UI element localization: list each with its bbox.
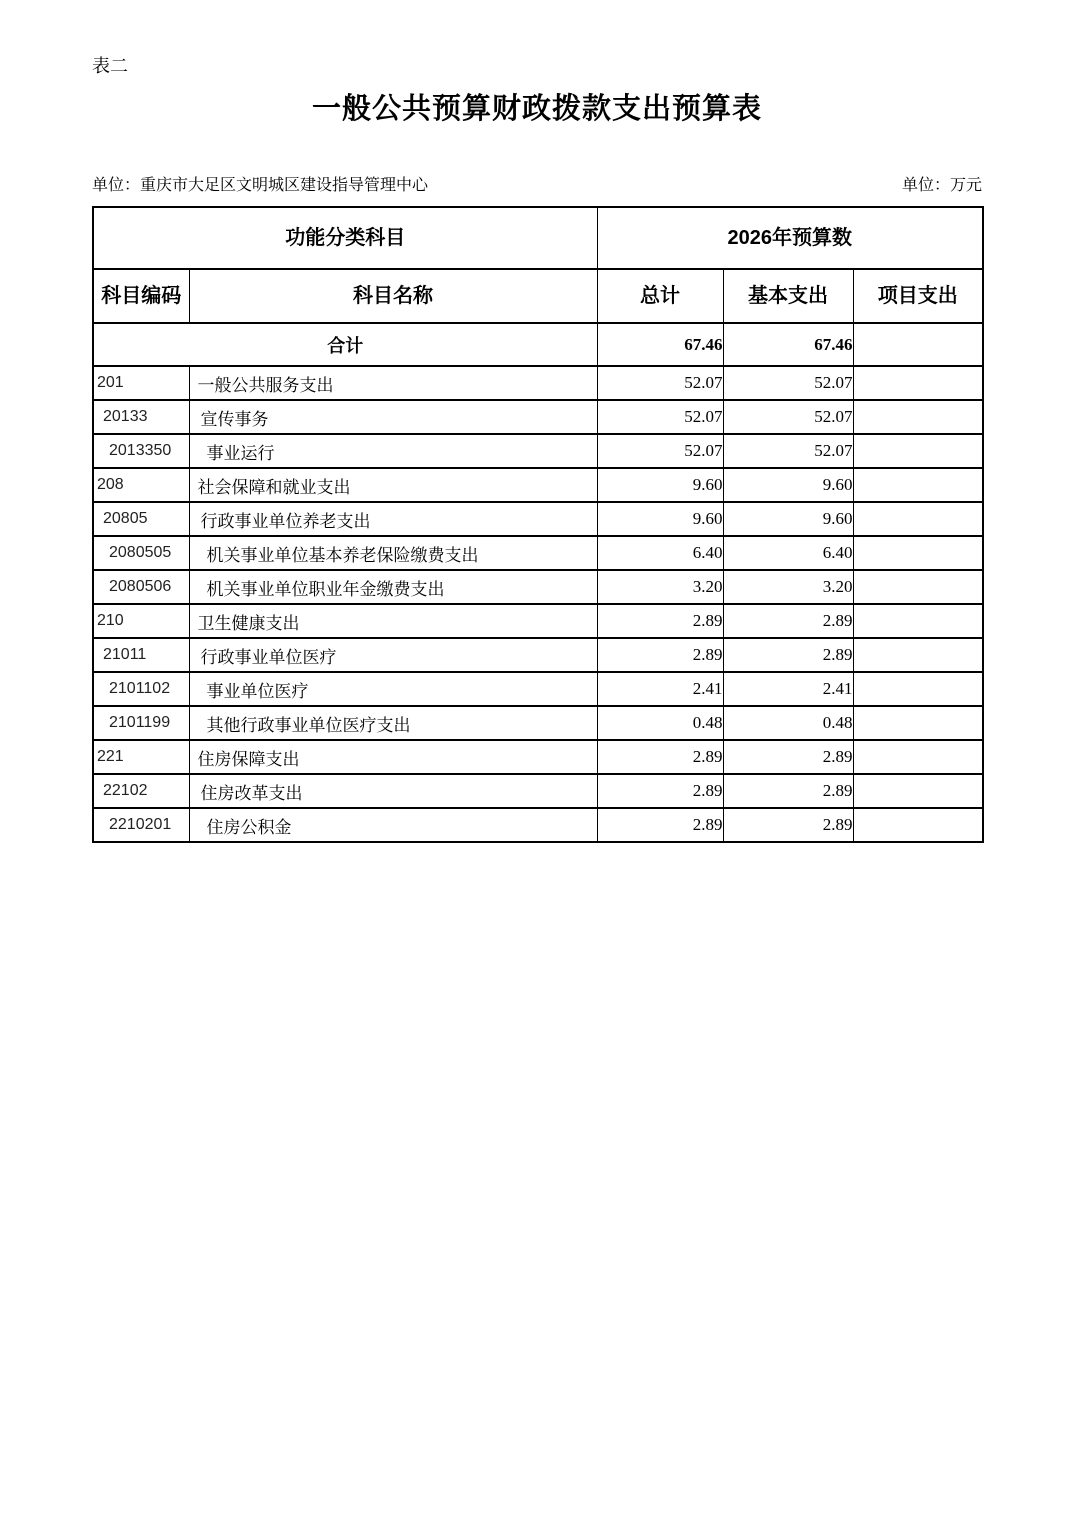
subject-code-cell: 2080506: [93, 570, 189, 604]
subject-name-cell: 其他行政事业单位医疗支出: [189, 706, 597, 740]
basic-value-cell: 2.89: [723, 638, 853, 672]
basic-value-cell: 9.60: [723, 468, 853, 502]
subject-name-cell: 宣传事务: [189, 400, 597, 434]
table-row: [93, 434, 983, 468]
project-value-cell: [853, 706, 983, 740]
total-value-cell: 52.07: [597, 400, 723, 434]
total-value-cell: 52.07: [597, 366, 723, 400]
subject-code-cell: 2101102: [93, 672, 189, 706]
unit-name-label: 单位：重庆市大足区文明城区建设指导管理中心: [92, 177, 429, 194]
total-value-cell: 3.20: [597, 570, 723, 604]
total-value-cell: 2.89: [597, 808, 723, 842]
subject-name-cell: 住房保障支出: [189, 740, 597, 774]
project-value-cell: [853, 638, 983, 672]
basic-value-cell: 2.89: [723, 604, 853, 638]
subject-code-cell: 2101199: [93, 706, 189, 740]
subject-code-cell: 210: [93, 604, 189, 638]
basic-value-cell: 2.89: [723, 774, 853, 808]
subject-name-cell: 住房改革支出: [189, 774, 597, 808]
table-row: [93, 808, 983, 842]
table-row: [93, 502, 983, 536]
total-row-basic-value: 67.46: [723, 323, 853, 366]
subject-code-cell: 21011: [93, 638, 189, 672]
subject-code-cell: 2080505: [93, 536, 189, 570]
table-row: [93, 536, 983, 570]
project-value-cell: [853, 808, 983, 842]
header-project-expenditure: 项目支出: [853, 269, 983, 323]
subject-name-cell: 行政事业单位养老支出: [189, 502, 597, 536]
header-year-group: 2026年预算数: [597, 207, 983, 269]
total-value-cell: 2.89: [597, 740, 723, 774]
total-value-cell: 9.60: [597, 468, 723, 502]
subject-name-cell: 卫生健康支出: [189, 604, 597, 638]
project-value-cell: [853, 366, 983, 400]
basic-value-cell: 52.07: [723, 366, 853, 400]
basic-value-cell: 2.41: [723, 672, 853, 706]
basic-value-cell: 2.89: [723, 808, 853, 842]
subject-code-cell: 208: [93, 468, 189, 502]
corner-label: 表二: [92, 56, 128, 77]
subject-code-cell: 201: [93, 366, 189, 400]
total-row: [93, 323, 983, 366]
subject-name-cell: 行政事业单位医疗: [189, 638, 597, 672]
subject-code-cell: 2210201: [93, 808, 189, 842]
header-function-group: 功能分类科目: [93, 207, 597, 269]
project-value-cell: [853, 774, 983, 808]
subject-name-cell: 机关事业单位基本养老保险缴费支出: [189, 536, 597, 570]
header-subject-name: 科目名称: [189, 269, 597, 323]
basic-value-cell: 2.89: [723, 740, 853, 774]
table-row: [93, 740, 983, 774]
subject-name-cell: 事业单位医疗: [189, 672, 597, 706]
table-header-group-row: [93, 207, 983, 269]
table-row: [93, 774, 983, 808]
subject-name-cell: 社会保障和就业支出: [189, 468, 597, 502]
header-total: 总计: [597, 269, 723, 323]
basic-value-cell: 52.07: [723, 434, 853, 468]
unit-currency-label: 单位：万元: [901, 177, 982, 194]
table-row: [93, 604, 983, 638]
table-row: [93, 468, 983, 502]
total-value-cell: 6.40: [597, 536, 723, 570]
total-value-cell: 2.89: [597, 638, 723, 672]
subject-name-cell: 一般公共服务支出: [189, 366, 597, 400]
total-row-project-value: [853, 323, 983, 366]
table-row: [93, 570, 983, 604]
header-basic-expenditure: 基本支出: [723, 269, 853, 323]
table-row: [93, 638, 983, 672]
subject-code-cell: 20133: [93, 400, 189, 434]
project-value-cell: [853, 570, 983, 604]
total-row-label: 合计: [93, 323, 597, 366]
subject-code-cell: 22102: [93, 774, 189, 808]
table-body: [93, 323, 983, 842]
total-value-cell: 52.07: [597, 434, 723, 468]
total-value-cell: 2.89: [597, 774, 723, 808]
subject-code-cell: 2013350: [93, 434, 189, 468]
project-value-cell: [853, 468, 983, 502]
unit-row: [92, 172, 982, 195]
total-value-cell: 9.60: [597, 502, 723, 536]
subject-name-cell: 事业运行: [189, 434, 597, 468]
project-value-cell: [853, 604, 983, 638]
subject-code-cell: 221: [93, 740, 189, 774]
basic-value-cell: 9.60: [723, 502, 853, 536]
project-value-cell: [853, 400, 983, 434]
basic-value-cell: 3.20: [723, 570, 853, 604]
budget-table: [92, 206, 984, 843]
table-row: [93, 366, 983, 400]
table-row: [93, 706, 983, 740]
project-value-cell: [853, 740, 983, 774]
table-row: [93, 672, 983, 706]
total-value-cell: 2.89: [597, 604, 723, 638]
total-value-cell: 0.48: [597, 706, 723, 740]
subject-name-cell: 住房公积金: [189, 808, 597, 842]
subject-code-cell: 20805: [93, 502, 189, 536]
project-value-cell: [853, 536, 983, 570]
header-subject-code: 科目编码: [93, 269, 189, 323]
project-value-cell: [853, 672, 983, 706]
table-header-columns-row: [93, 269, 983, 323]
project-value-cell: [853, 502, 983, 536]
project-value-cell: [853, 434, 983, 468]
table-row: [93, 400, 983, 434]
subject-name-cell: 机关事业单位职业年金缴费支出: [189, 570, 597, 604]
total-row-total-value: 67.46: [597, 323, 723, 366]
total-value-cell: 2.41: [597, 672, 723, 706]
basic-value-cell: 52.07: [723, 400, 853, 434]
basic-value-cell: 6.40: [723, 536, 853, 570]
page-title: 一般公共预算财政拨款支出预算表: [311, 93, 762, 125]
basic-value-cell: 0.48: [723, 706, 853, 740]
